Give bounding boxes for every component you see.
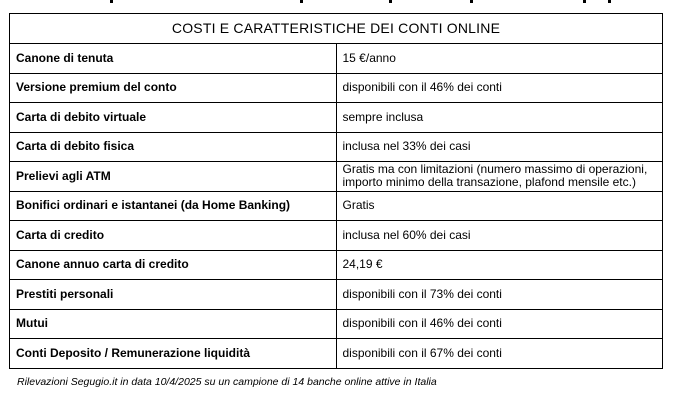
row-value-bonifici: Gratis (336, 191, 663, 221)
row-value-prestiti-personali: disponibili con il 73% dei conti (336, 280, 663, 310)
row-value-carta-debito-virtuale: sempre inclusa (336, 103, 663, 133)
source-footnote: Rilevazioni Segugio.it in data 10/4/2025 su un campione di 14 banche online attive in Italia (17, 376, 437, 388)
table-row (10, 103, 663, 133)
row-label-prelievi-atm: Prelievi agli ATM (10, 162, 337, 192)
table-row (10, 339, 663, 369)
row-value-carta-debito-fisica: inclusa nel 33% dei casi (336, 132, 663, 162)
top-cropped-marks (0, 0, 677, 4)
table-row (10, 162, 663, 192)
table-title-row (10, 14, 663, 44)
row-label-canone-tenuta: Canone di tenuta (10, 44, 337, 74)
row-label-bonifici: Bonifici ordinari e istantanei (da Home Banking) (10, 191, 337, 221)
row-value-conti-deposito: disponibili con il 67% dei conti (336, 339, 663, 369)
table-row (10, 280, 663, 310)
table-title: COSTI E CARATTERISTICHE DEI CONTI ONLINE (10, 14, 663, 44)
row-label-canone-carta-credito: Canone annuo carta di credito (10, 250, 337, 280)
row-label-mutui: Mutui (10, 309, 337, 339)
row-label-carta-debito-fisica: Carta di debito fisica (10, 132, 337, 162)
row-label-carta-debito-virtuale: Carta di debito virtuale (10, 103, 337, 133)
table-row (10, 221, 663, 251)
table-row (10, 73, 663, 103)
row-value-prelievi-atm (336, 162, 663, 192)
table-row (10, 250, 663, 280)
table-row (10, 132, 663, 162)
row-value-canone-carta-credito: 24,19 € (336, 250, 663, 280)
row-value-prelievi-atm-line2: importo minimo della transazione, plafond mensile etc.) (342, 175, 636, 190)
row-value-versione-premium: disponibili con il 46% dei conti (336, 73, 663, 103)
row-label-carta-credito: Carta di credito (10, 221, 337, 251)
row-value-canone-tenuta: 15 €/anno (336, 44, 663, 74)
table-row (10, 309, 663, 339)
table-row (10, 191, 663, 221)
row-value-prelievi-atm-line1: Gratis ma con limitazioni (numero massimo di operazioni, (342, 162, 648, 177)
row-label-versione-premium: Versione premium del conto (10, 73, 337, 103)
table-row (10, 44, 663, 74)
costs-features-table (9, 13, 663, 369)
row-value-mutui: disponibili con il 46% dei conti (336, 309, 663, 339)
row-label-conti-deposito: Conti Deposito / Remunerazione liquidità (10, 339, 337, 369)
row-value-carta-credito: inclusa nel 60% dei casi (336, 221, 663, 251)
row-label-prestiti-personali: Prestiti personali (10, 280, 337, 310)
